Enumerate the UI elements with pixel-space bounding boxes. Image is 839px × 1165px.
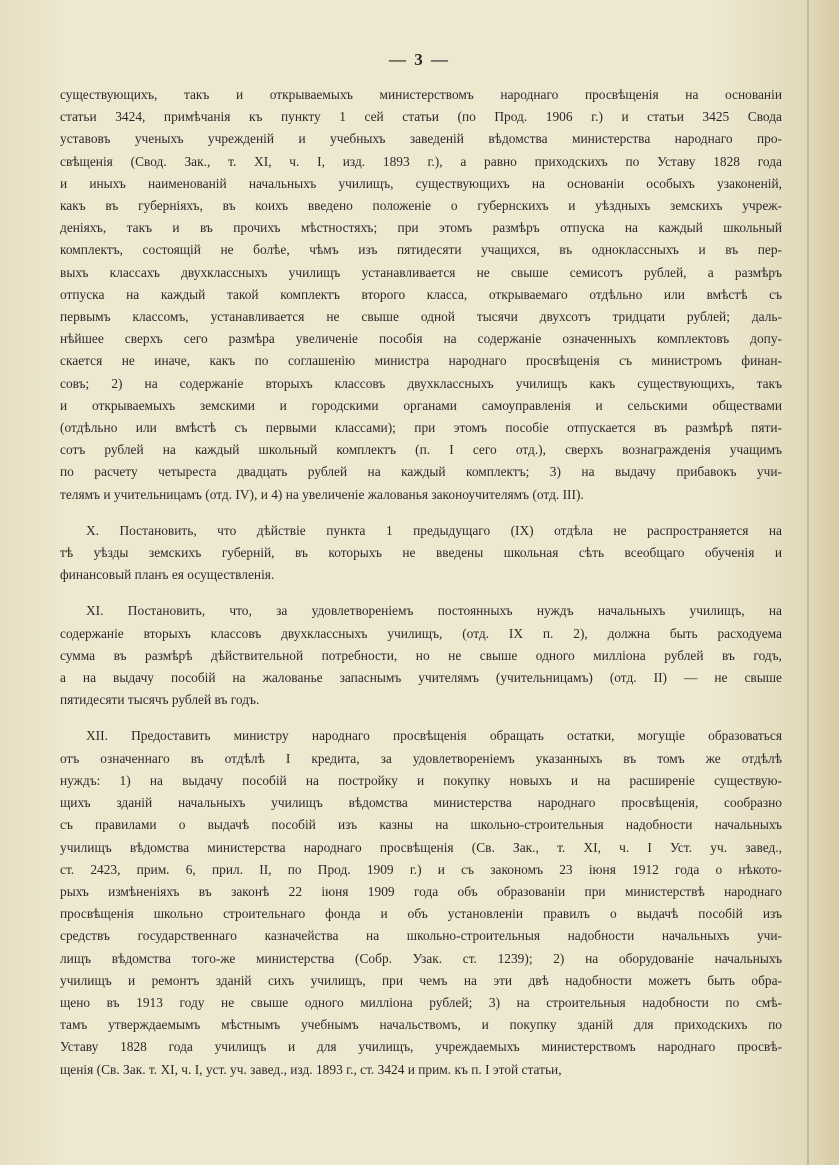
text-line: комплектъ, состоящій не болѣе, чѣмъ изъ пятидесяти учащихся, въ одноклассныхъ и въ пер- [60,242,782,258]
text-line: щихъ зданій начальныхъ училищъ вѣдомства министерства народнаго просвѣщенія, сообразно [60,795,782,811]
text-line: лищъ вѣдомства того-же министерства (Собр. Узак. ст. 1239); 2) на оборудованіе начальныхъ [60,950,782,966]
text-line: сумма въ размѣрѣ дѣйствительной потребности, но не свыше одного милліона рублей въ годъ, [60,647,782,663]
text-line: съ правилами о выдачѣ пособій изъ казны на школьно-строительныя надобности начальныхъ [60,817,782,833]
paragraph [60,520,782,587]
text-line: скается не иначе, какъ по соглашенію министра народнаго просвѣщенія съ министромъ финан- [60,353,782,369]
text-line: щено въ 1913 году не свыше одного милліона рублей; 3) на строительныя надобности по смѣ- [60,994,782,1010]
document-body [60,84,782,1081]
text-line: телямъ и учительницамъ (отд. IV), и 4) на увеличеніе жалованья законоучителямъ (отд. III). [60,486,584,502]
text-line: нѣйшее сверхъ сего размѣра увеличеніе пособія на содержаніе означенныхъ комплектовъ допу- [60,331,782,347]
text-line: деніяхъ, такъ и въ прочихъ мѣстностяхъ; при этомъ размѣръ отпуска на каждый школьный [60,220,782,236]
text-line: финансовый планъ ея осуществленія. [60,567,275,583]
text-line: существующихъ, такъ и открываемыхъ министерствомъ народнаго просвѣщенія на основаніи [60,87,782,102]
text-line: ст. 2423, прим. 6, прил. II, по Прод. 1909 г.) и съ закономъ 23 іюня 1912 года о нѣкото- [60,861,782,877]
text-line: (отдѣльно или вмѣстѣ съ первыми классами); при этомъ пособіе отпускается въ размѣрѣ пяти- [60,420,782,436]
text-line: рыхъ измѣненіяхъ въ законѣ 22 іюня 1909 года объ образованіи при министерствѣ народнаго [60,883,782,899]
text-line: просвѣщенія школьно строительнаго фонда и объ установленіи правилъ о выдачѣ пособій изъ [60,906,782,922]
text-line: а на выдачу пособій на жалованье запаснымъ учителямъ (учительницамъ) (отд. II) — не свыше [60,670,782,686]
text-line: какъ въ губерніяхъ, въ коихъ введено положеніе о губернскихъ и уѣздныхъ земскихъ учреж- [60,198,782,214]
text-line: уставовъ ученыхъ учрежденій и учебныхъ заведеній вѣдомства министерства народнаго про- [60,131,782,147]
paragraph-gap [60,506,782,520]
paragraph-gap [60,711,782,725]
text-line: по расчету четыреста двадцать рублей на каждый комплектъ; 3) на выдачу прибавокъ учи- [60,464,782,480]
paragraph [60,725,782,1080]
paragraph [60,600,782,711]
text-line: содержаніе вторыхъ классовъ двухклассныхъ училищъ, (отд. IX п. 2), должна быть расходуема [60,625,782,641]
text-line: нуждъ: 1) на выдачу пособій на постройку и покупку новыхъ и на расширеніе существую- [60,772,782,788]
paragraph [60,84,782,506]
text-line: пятидесяти тысячъ рублей въ годъ. [60,692,260,708]
text-line: выхъ классахъ двухклассныхъ училищъ устанавливается не свыше семисотъ рублей, а размѣръ [60,264,782,280]
text-line: статьи 3424, примѣчанія къ пункту 1 сей статьи (по Прод. 1906 г.) и статьи 3425 Свода [60,109,782,125]
page-number: — 3 — [389,50,450,69]
text-line: отъ означеннаго въ отдѣлѣ I кредита, за удовлетвореніемъ указанныхъ въ томъ же отдѣлѣ [60,750,782,766]
text-line: училищъ вѣдомства министерства народнаго просвѣщенія (Св. Зак., т. XI, ч. I Уст. уч. завед., [60,839,782,855]
text-line: тамъ утверждаемымъ мѣстнымъ учебнымъ начальствомъ, и покупку зданій для приходскихъ по [60,1017,782,1033]
text-line: отпуска на каждый такой комплектъ второго класса, открываемаго отдѣльно или вмѣстѣ съ [60,286,782,302]
text-line: щенія (Св. Зак. т. XI, ч. I, уст. уч. завед., изд. 1893 г., ст. 3424 и прим. къ п. I этой статьи, [60,1061,562,1077]
text-line: и иныхъ наименованій начальныхъ училищъ, существующихъ на основаніи особыхъ узаконеній, [60,175,782,191]
text-line: средствъ государственнаго казначейства на школьно-строительныя надобности начальныхъ учи- [60,928,782,944]
text-line: XI. Постановить, что, за удовлетвореніемъ постоянныхъ нуждъ начальныхъ училищъ, на [86,603,782,619]
text-line: первымъ классомъ, устанавливается не свыше одной тысячи двухсотъ тридцати рублей; даль- [60,309,782,325]
text-line: совъ; 2) на содержаніе вторыхъ классовъ двухклассныхъ училищъ какъ существующихъ, такъ [60,375,782,391]
text-line: Уставу 1828 года училищъ и для училищъ, учреждаемыхъ министерствомъ народнаго просвѣ- [60,1039,782,1055]
text-line: и открываемыхъ земскими и городскими органами самоуправленія и сельскими обществами [60,397,782,413]
paragraph-gap [60,586,782,600]
text-line: тѣ уѣзды земскихъ губерній, въ которыхъ не введены школьная сѣть всеобщаго обученія и [60,545,782,561]
page-fold-shadow [807,0,809,1165]
text-line: XII. Предоставить министру народнаго просвѣщенія обращать остатки, могущіе образоваться [86,728,782,744]
text-line: свѣщенія (Свод. Зак., т. XI, ч. I, изд. 1893 г.), а равно приходскихъ по Уставу 1828 года [60,153,782,169]
text-line: X. Постановить, что дѣйствіе пункта 1 предыдущаго (IX) отдѣла не распространяется на [86,522,782,538]
text-line: сотъ рублей на каждый школьный комплектъ (п. I сего отд.), сверхъ вознагражденія учащимъ [60,442,782,458]
text-line: училищъ и ремонтъ зданій сихъ училищъ, при чемъ на эти двѣ надобности можетъ быть обра- [60,972,782,988]
